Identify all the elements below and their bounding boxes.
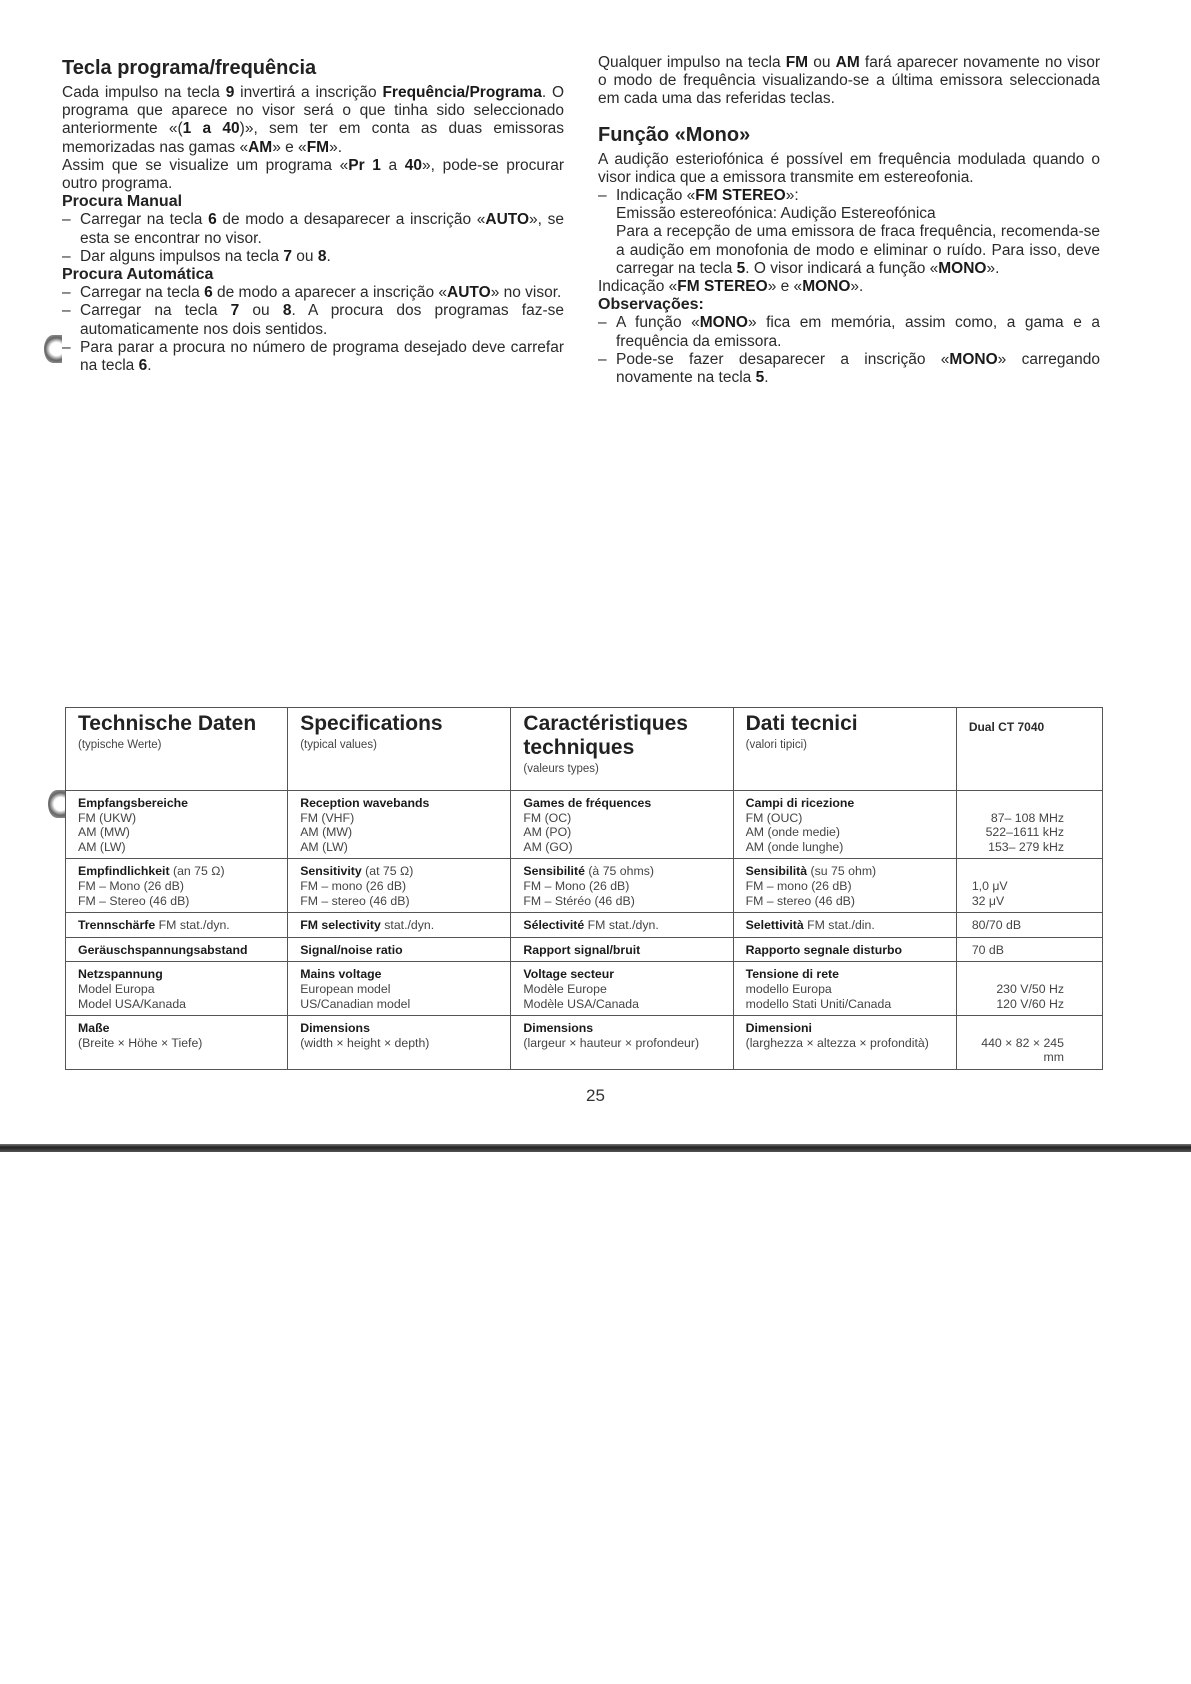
bold-text: 5 bbox=[736, 259, 746, 277]
bold-text: FM bbox=[306, 138, 330, 156]
list-item: – Carregar na tecla 6 de modo a aparecer a inscrição «AUTO» no visor. bbox=[62, 284, 564, 302]
spec-value: 32 μV bbox=[971, 893, 1005, 908]
spec-title: Dimensions bbox=[300, 1021, 370, 1036]
spec-cell bbox=[66, 913, 288, 938]
spec-title: Netzspannung bbox=[78, 967, 163, 982]
spec-line: FM – Stereo (46 dB) bbox=[78, 893, 190, 908]
table-row bbox=[66, 791, 1103, 859]
list-item: – Pode-se fazer desaparecer a inscrição «MONO» carregando novamente na tecla 5. bbox=[598, 351, 1100, 387]
spec-title: Dimensioni bbox=[745, 1021, 812, 1036]
spec-line: (width × height × depth) bbox=[300, 1035, 430, 1050]
spec-cell bbox=[511, 913, 733, 938]
spec-title: Games de fréquences bbox=[523, 796, 652, 810]
spec-title: FM selectivity bbox=[300, 918, 381, 933]
bold-text: FM STEREO bbox=[677, 278, 768, 296]
spec-value bbox=[972, 864, 1064, 879]
spec-line: AM (LW) bbox=[78, 839, 126, 854]
header-title: Technische Daten bbox=[78, 712, 257, 735]
spec-line: FM (OC) bbox=[523, 810, 572, 825]
header-cell bbox=[288, 708, 511, 791]
spec-title: Maße bbox=[78, 1021, 110, 1036]
spec-value-cell bbox=[956, 791, 1102, 859]
spec-cell bbox=[511, 962, 733, 1016]
list-item: – Dar alguns impulsos na tecla 7 ou 8. bbox=[62, 248, 564, 266]
spec-line: AM (LW) bbox=[300, 839, 348, 854]
spec-line: AM (MW) bbox=[78, 825, 130, 840]
spec-line: FM – Mono (26 dB) bbox=[78, 878, 184, 893]
bold-text: 7 bbox=[230, 302, 240, 320]
spec-line: AM (onde lunghe) bbox=[745, 839, 844, 854]
spec-cell bbox=[288, 859, 511, 913]
bold-text: 1 a 40 bbox=[182, 120, 240, 138]
spec-title-note: (an 75 Ω) bbox=[169, 864, 225, 879]
spec-cell bbox=[733, 913, 956, 938]
spec-value: 1,0 μV bbox=[971, 878, 1008, 893]
bold-text: 6 bbox=[208, 211, 217, 229]
spec-title: Trennschärfe bbox=[78, 918, 156, 933]
spec-cell bbox=[288, 913, 511, 938]
bold-text: 7 bbox=[283, 247, 292, 265]
bold-text: AUTO bbox=[447, 284, 491, 302]
spec-value: 230 V/50 Hz bbox=[996, 981, 1064, 996]
spec-line: FM (VHF) bbox=[300, 810, 355, 825]
bold-text: MONO bbox=[949, 350, 998, 368]
spec-title: Dimensions bbox=[523, 1021, 594, 1036]
header-subtitle: (valori tipici) bbox=[745, 739, 807, 751]
spec-table-wrapper bbox=[65, 707, 1103, 1070]
bold-text: 6 bbox=[138, 357, 148, 375]
spec-line: (largeur × hauteur × profondeur) bbox=[523, 1035, 700, 1050]
bold-text: AM bbox=[248, 138, 273, 156]
spec-cell bbox=[288, 791, 511, 859]
spec-line: FM (UKW) bbox=[78, 810, 137, 825]
spec-cell bbox=[66, 791, 288, 859]
stereo-list bbox=[598, 187, 1100, 205]
spec-table bbox=[65, 707, 1103, 1070]
heading-program-frequency: Tecla programa/frequência bbox=[62, 57, 317, 79]
left-column bbox=[62, 54, 564, 375]
spec-line: AM (GO) bbox=[523, 839, 573, 854]
scan-edge bbox=[0, 1144, 1191, 1152]
spec-title-note: (at 75 Ω) bbox=[361, 864, 414, 879]
spec-cell bbox=[66, 859, 288, 913]
paragraph: Qualquer impulso na tecla FM ou AM fará aparecer novamente no visor o modo de frequência visualizando-se a última emissora seleccionada em cada uma das referidas teclas. bbox=[598, 54, 1100, 108]
table-header-row bbox=[66, 708, 1103, 791]
bold-text: 40 bbox=[404, 156, 423, 174]
spec-line: Modèle Europe bbox=[523, 981, 607, 996]
spec-value: 87– 108 MHz bbox=[990, 810, 1064, 825]
spec-line: modello Stati Uniti/Canada bbox=[745, 996, 892, 1011]
spec-cell bbox=[66, 937, 288, 962]
spec-value: 522–1611 kHz bbox=[985, 825, 1064, 840]
spec-line: FM – mono (26 dB) bbox=[300, 878, 407, 893]
spec-cell bbox=[288, 937, 511, 962]
list-item: – Carregar na tecla 7 ou 8. A procura dos programas faz-se automaticamente nos dois sentidos. bbox=[62, 302, 564, 338]
spec-title: Voltage secteur bbox=[523, 967, 615, 982]
spec-title-note: (à 75 ohms) bbox=[584, 864, 654, 879]
paragraph: Indicação «FM STEREO» e «MONO». bbox=[598, 278, 864, 296]
paragraph: Assim que se visualize um programa «Pr 1 a 40», pode-se procurar outro programa. bbox=[62, 156, 564, 193]
spec-value: 70 dB bbox=[971, 942, 1004, 957]
bold-text: 6 bbox=[204, 284, 213, 302]
spec-line: (Breite × Höhe × Tiefe) bbox=[78, 1035, 203, 1050]
paragraph: Cada impulso na tecla 9 invertirá a inscrição Frequência/Programa. O programa que aparece no visor será o que tinha sido seleccionado anteriormente «(1 a 40)», sem ter em conta as duas emissoras memorizadas nas gamas «AM» e «FM». bbox=[62, 84, 565, 156]
spec-line: FM – mono (26 dB) bbox=[745, 878, 852, 893]
spec-line: AM (PO) bbox=[523, 825, 572, 840]
spec-title: Sélectivité bbox=[523, 918, 585, 933]
spec-cell bbox=[66, 1016, 288, 1070]
spec-value bbox=[969, 967, 1064, 982]
header-cell bbox=[956, 708, 1102, 791]
header-subtitle: (valeurs types) bbox=[523, 763, 599, 775]
spec-title-note: FM stat./dyn. bbox=[155, 918, 230, 933]
spec-line: AM (onde medie) bbox=[745, 825, 840, 840]
spec-title: Signal/noise ratio bbox=[300, 942, 403, 957]
spec-title: Tensione di rete bbox=[745, 967, 839, 982]
spec-title: Reception wavebands bbox=[300, 796, 430, 810]
spec-title: Selettività bbox=[745, 918, 804, 933]
spec-value-cell bbox=[956, 962, 1102, 1016]
spec-line: Model USA/Kanada bbox=[78, 996, 187, 1011]
heading-observations: Observações: bbox=[598, 296, 704, 314]
spec-cell bbox=[511, 791, 733, 859]
heading-auto-search: Procura Automática bbox=[62, 266, 214, 284]
spec-value: 120 V/60 Hz bbox=[996, 996, 1064, 1011]
spec-cell bbox=[511, 1016, 733, 1070]
spec-cell bbox=[733, 791, 956, 859]
spec-value: 153– 279 kHz bbox=[988, 839, 1064, 854]
spec-line: FM – Mono (26 dB) bbox=[523, 878, 630, 893]
header-title: Specifications bbox=[300, 712, 443, 735]
spec-title-note: FM stat./din. bbox=[803, 918, 875, 933]
list-item: – A função «MONO» fica em memória, assim como, a gama e a frequência da emissora. bbox=[598, 314, 1100, 350]
observations-list bbox=[598, 314, 1100, 387]
spec-table-body bbox=[66, 791, 1103, 1070]
spec-title-note: stat./dyn. bbox=[380, 918, 435, 933]
spec-line: US/Canadian model bbox=[300, 996, 411, 1011]
header-title: Caractéristiques techniques bbox=[523, 712, 688, 759]
table-row bbox=[66, 962, 1103, 1016]
spec-title: Mains voltage bbox=[300, 967, 382, 982]
bold-text: 8 bbox=[317, 247, 327, 265]
bold-text: MONO bbox=[802, 278, 851, 296]
spec-line: FM – stereo (46 dB) bbox=[300, 893, 410, 908]
spec-title: Sensibilità bbox=[745, 864, 808, 879]
manual-search-list bbox=[62, 211, 564, 266]
spec-value-cell bbox=[956, 859, 1102, 913]
list-item: – Indicação «FM STEREO»: bbox=[598, 187, 1100, 205]
spec-cell bbox=[733, 937, 956, 962]
heading-mono-function: Função «Mono» bbox=[598, 123, 751, 146]
spec-line: FM – Stéréo (46 dB) bbox=[523, 893, 635, 908]
spec-value: 440 × 82 × 245 mm bbox=[981, 1035, 1064, 1065]
spec-value bbox=[969, 796, 1064, 811]
spec-title: Rapporto segnale disturbo bbox=[745, 942, 903, 957]
page-number: 25 bbox=[586, 1086, 605, 1105]
bold-text: MONO bbox=[938, 259, 987, 277]
spec-value bbox=[969, 1021, 1064, 1036]
model-name: Dual CT 7040 bbox=[968, 720, 1045, 734]
spec-value: 80/70 dB bbox=[971, 918, 1022, 933]
bold-text: Frequência/Programa bbox=[382, 84, 542, 101]
spec-cell bbox=[733, 859, 956, 913]
spec-cell bbox=[733, 962, 956, 1016]
spec-line: modello Europa bbox=[745, 981, 832, 996]
list-item: – Para parar a procura no número de programa desejado deve carrefar na tecla 6. bbox=[62, 339, 564, 375]
bold-text: AUTO bbox=[485, 211, 530, 229]
spec-line: European model bbox=[300, 981, 391, 996]
table-row bbox=[66, 913, 1103, 938]
paragraph: A audição esteriofónica é possível em frequência modulada quando o visor indica que a emissora transmite em estereofonia. bbox=[598, 150, 1100, 186]
table-row bbox=[66, 859, 1103, 913]
bold-text: 5 bbox=[755, 369, 765, 387]
paragraph: Para a recepção de uma emissora de fraca frequência, recomenda-se a audição em monofonia de modo e eliminar o ruído. Para isso, deve carregar na tecla 5. O visor indicará a função «MONO». bbox=[616, 223, 1100, 277]
auto-search-list bbox=[62, 284, 564, 375]
spec-title-note: (su 75 ohm) bbox=[807, 864, 877, 879]
list-item: – Carregar na tecla 6 de modo a desaparecer a inscrição «AUTO», se esta se encontrar no visor. bbox=[62, 211, 564, 247]
spec-value-cell bbox=[956, 913, 1102, 938]
spec-title: Sensibilité bbox=[523, 864, 585, 879]
bold-text: MONO bbox=[699, 314, 748, 332]
spec-line: FM – stereo (46 dB) bbox=[745, 893, 855, 908]
spec-title: Campi di ricezione bbox=[745, 796, 855, 810]
spec-cell bbox=[511, 859, 733, 913]
table-row bbox=[66, 937, 1103, 962]
punch-hole-mark bbox=[48, 790, 66, 818]
spec-line: AM (MW) bbox=[300, 825, 353, 840]
bold-text: AM bbox=[835, 54, 860, 71]
header-title: Dati tecnici bbox=[745, 712, 858, 735]
spec-value-cell bbox=[956, 1016, 1102, 1070]
header-cell bbox=[66, 708, 288, 791]
heading-manual-search: Procura Manual bbox=[62, 193, 183, 211]
spec-title: Sensitivity bbox=[300, 864, 362, 879]
spec-cell bbox=[733, 1016, 956, 1070]
spec-line: FM (OUC) bbox=[745, 810, 803, 825]
spec-cell bbox=[288, 1016, 511, 1070]
spec-title: Empfangsbereiche bbox=[78, 796, 189, 810]
paragraph: Emissão estereofónica: Audição Estereofónica bbox=[616, 205, 936, 223]
right-column bbox=[598, 54, 1100, 387]
punch-hole-mark bbox=[44, 335, 62, 363]
header-cell bbox=[511, 708, 733, 791]
spec-title: Rapport signal/bruit bbox=[523, 942, 641, 957]
spec-line: (larghezza × altezza × profondità) bbox=[745, 1035, 929, 1050]
spec-line: Modèle USA/Canada bbox=[523, 996, 639, 1011]
header-subtitle: (typical values) bbox=[300, 739, 377, 751]
spec-line: Model Europa bbox=[78, 981, 155, 996]
bold-text: Pr 1 bbox=[348, 156, 381, 174]
bold-text: FM STEREO bbox=[695, 187, 786, 205]
spec-cell bbox=[511, 937, 733, 962]
spec-cell bbox=[66, 962, 288, 1016]
header-cell bbox=[733, 708, 956, 791]
spec-title-note: FM stat./dyn. bbox=[584, 918, 659, 933]
spec-cell bbox=[288, 962, 511, 1016]
bold-text: 9 bbox=[225, 84, 235, 101]
bold-text: FM bbox=[785, 54, 809, 71]
spec-title: Empfindlichkeit bbox=[78, 864, 170, 879]
bold-text: 8 bbox=[282, 302, 292, 320]
spec-value-cell bbox=[956, 937, 1102, 962]
table-row bbox=[66, 1016, 1103, 1070]
spec-title: Geräuschspannungsabstand bbox=[78, 942, 248, 957]
header-subtitle: (typische Werte) bbox=[78, 739, 162, 751]
